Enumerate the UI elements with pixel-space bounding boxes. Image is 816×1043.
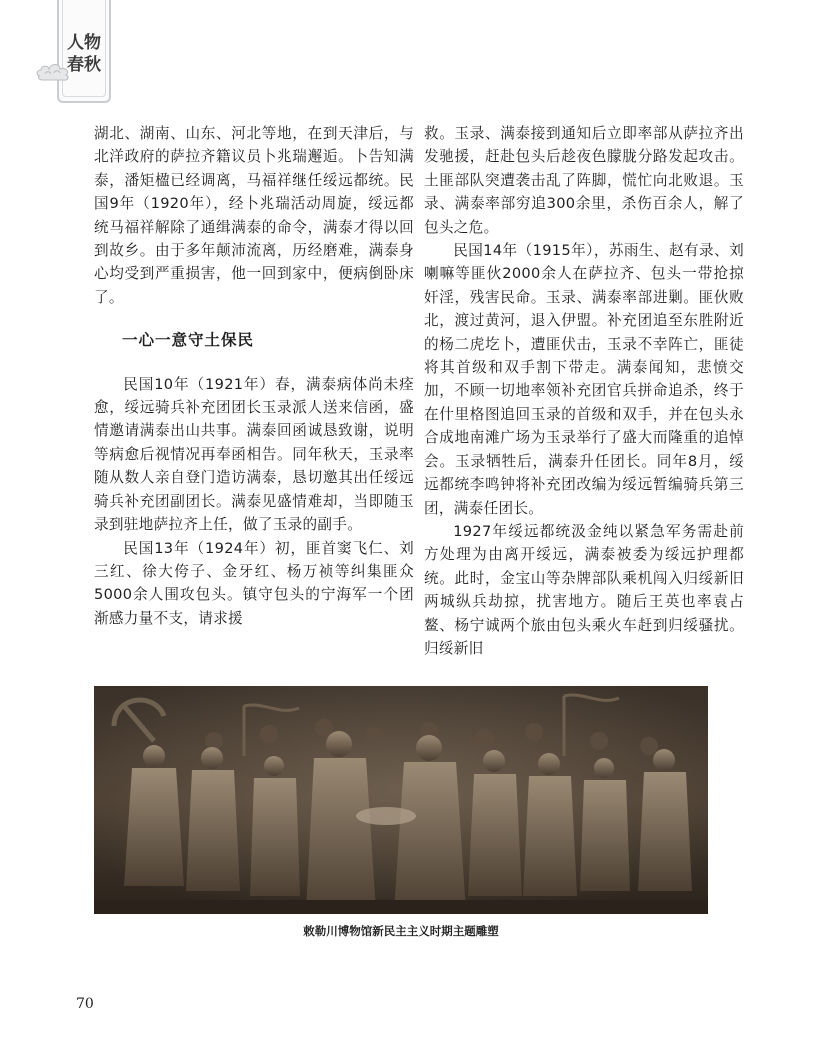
body-paragraph: 民国10年（1921年）春，满泰病体尚未痊愈，绥远骑兵补充团团长玉录派人送来信函，盛情邀请满泰出山共事。满泰回函诚恳致谢，说明等病愈后视情况再奉函相告。同年秋天，玉录率随从数人亲自登门造访满泰，恳切邀其出任绥远骑兵补充团副团长。满泰见盛情难却，当即随玉录到驻地萨拉齐上任，做了玉录的副手。	[94, 375, 414, 534]
right-column	[424, 122, 744, 660]
photo-caption: 敕勒川博物馆新民主主义时期主题雕塑	[303, 924, 499, 938]
body-paragraph: 民国13年（1924年）初，匪首窦飞仁、刘三红、徐大侉子、金牙红、杨万祯等纠集匪众5000余人围攻包头。镇守包头的宁海军一个团渐感力量不支，请求援	[94, 539, 414, 627]
body-paragraph: 湖北、湖南、山东、河北等地，在到天津后，与北洋政府的萨拉齐籍议员卜兆瑞邂逅。卜告知满泰，潘矩楹已经调离，马福祥继任绥远都统。民国9年（1920年），经卜兆瑞活动周旋，绥远都统马福祥解除了通缉满泰的命令，满泰才得以回到故乡。由于多年颠沛流离，历经磨难，满泰身心均受到严重损害，他一回到家中，便病倒卧床了。	[94, 125, 414, 306]
sculpture-photo	[94, 686, 708, 914]
body-paragraph: 民国14年（1915年），苏雨生、赵有录、刘喇嘛等匪伙2000余人在萨拉齐、包头一带抢掠奸淫，残害民命。玉录、满泰率部进剿。匪伙败北，渡过黄河，退入伊盟。补充团追至东胜附近的杨二虎圪卜，遭匪伏击，玉录不幸阵亡，匪徒将其首级和双手割下带走。满泰闻知，悲愤交加，不顾一切地率领补充团官兵拼命追杀，终于在什里格图追回玉录的首级和双手，并在包头永合成地南滩广场为玉录举行了盛大而隆重的追悼会。玉录牺牲后，满泰升任团长。同年8月，绥远都统李鸣钟将补充团改编为绥远暂编骑兵第三团，满泰任团长。	[424, 242, 744, 517]
body-paragraph: 1927年绥远都统汲金纯以紧急军务需赴前方处理为由离开绥远，满泰被委为绥远护理都统。此时，金宝山等杂牌部队乘机闯入归绥新旧两城纵兵劫掠，扰害地方。随后王英也率袁占鳌、杨宁诚两个旅由包头乘火车赶到归绥骚扰。归绥新旧	[424, 522, 744, 657]
cloud-ornament-icon	[36, 60, 72, 82]
section-title-line1: 人物	[67, 33, 101, 53]
section-title-line2: 春秋	[67, 55, 101, 75]
left-column	[94, 122, 414, 630]
section-subheading: 一心一意守土保民	[122, 331, 255, 350]
bronze-relief-image	[94, 686, 708, 914]
page-number: 70	[76, 996, 94, 1012]
body-paragraph: 救。玉录、满泰接到通知后立即率部从萨拉齐出发驰援，赶赴包头后趁夜色朦胧分路发起攻击。土匪部队突遭袭击乱了阵脚，慌忙向北败退。玉录、满泰率部穷追300余里，杀伤百余人，解了包头之危。	[424, 125, 744, 236]
section-tab	[57, 0, 111, 103]
